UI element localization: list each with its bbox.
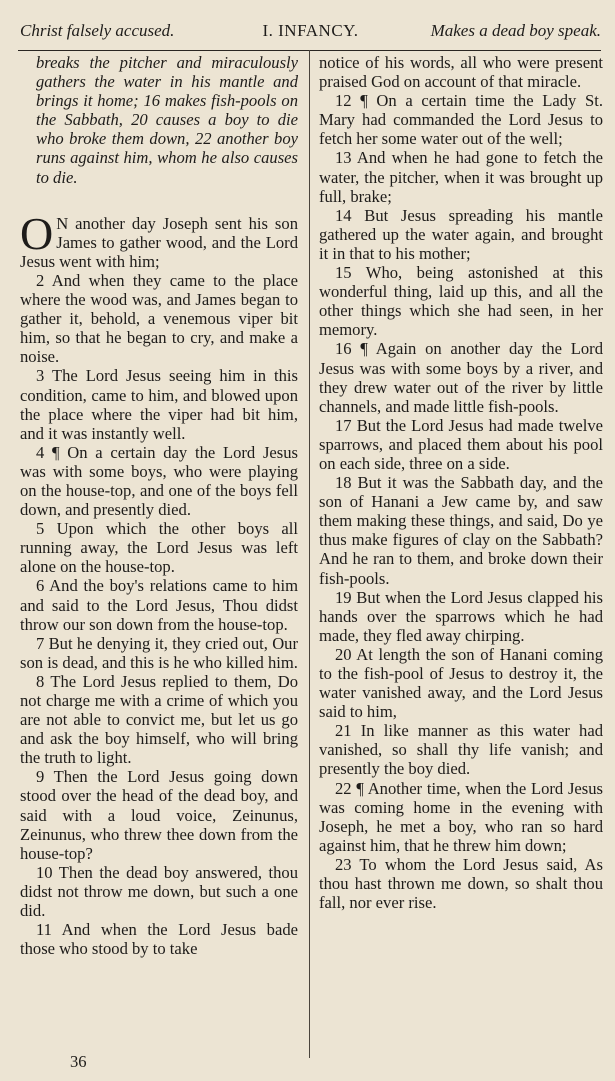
verse: 21 In like manner as this water had vanished, so shall thy life vanish; and presently the boy died. xyxy=(319,721,603,779)
verse: 9 Then the Lord Jesus going down stood over the head of the dead boy, and said with a loud voice, Zeinunus, Zeinunus, who threw thee down from the house-top? xyxy=(20,767,298,863)
header-left: Christ falsely accused. xyxy=(20,21,175,40)
verse: 18 But it was the Sabbath day, and the son of Hanani a Jew came by, and saw them making these things, and said, Do ye thus make figures of clay on the Sabbath? And he ran to them, and broke down their fish-pools. xyxy=(319,473,603,588)
verse: 13 And when he had gone to fetch the water, the pitcher, when it was brought up full, brake; xyxy=(319,148,603,206)
verse: 20 At length the son of Hanani coming to the fish-pool of Jesus to destroy it, the water vanished away, and the Lord Jesus said to him, xyxy=(319,644,603,722)
header-right: Makes a dead boy speak. xyxy=(430,21,601,40)
header-title: I. INFANCY. xyxy=(262,21,359,40)
verse-continuation: notice of his words, all who were present praised God on account of that miracle. xyxy=(319,53,603,92)
column-divider xyxy=(309,50,310,1058)
verse: 8 The Lord Jesus replied to them, Do not charge me with a crime of which you are not able to convict me, but let us go and ask the boy himself, who will bring the truth to light. xyxy=(20,671,298,768)
verse: 15 Who, being astonished at this wonderful thing, laid up this, and all the other things which she had seen, in her memory. xyxy=(319,263,603,340)
verse: 22 ¶ Another time, when the Lord Jesus was coming home in the evening with Joseph, he met a boy, who ran so hard against him, that he threw him down; xyxy=(319,778,603,855)
left-column xyxy=(20,53,298,958)
verse: 16 ¶ Again on another day the Lord Jesus was with some boys by a river, and they drew water out of the river by little channels, and made little fish-pools. xyxy=(319,339,603,416)
verse: 12 ¶ On a certain time the Lady St. Mary had commanded the Lord Jesus to fetch her some water out of the well; xyxy=(319,91,603,149)
chapter-summary: breaks the pitcher and miraculously gathers the water in his mantle and brings it home; 16 makes fish-pools on the Sabbath, 20 causes a boy to die who broke them down, 22 another boy runs against him, whom he also causes to die. xyxy=(36,53,298,187)
right-column xyxy=(319,53,603,912)
page-number: 36 xyxy=(70,1052,87,1071)
drop-cap: O xyxy=(20,207,54,259)
verse: 3 The Lord Jesus seeing him in this condition, came to him, and blowed upon the place where the viper had bit him, and it was instantly well. xyxy=(20,366,298,443)
verse: 5 Upon which the other boys all running away, the Lord Jesus was left alone on the house-top. xyxy=(20,519,298,577)
verse: 11 And when the Lord Jesus bade those who stood by to take xyxy=(20,920,298,959)
verse: 14 But Jesus spreading his mantle gathered up the water again, and brought it in that to his mother; xyxy=(319,205,603,263)
verse: 6 And the boy's relations came to him and said to the Lord Jesus, Thou didst throw our son down from the house-top. xyxy=(20,576,298,634)
verse: 23 To whom the Lord Jesus said, As thou hast thrown me down, so shalt thou fall, nor ever rise. xyxy=(319,854,603,913)
verse: 17 But the Lord Jesus had made twelve sparrows, and placed them about his pool on each side, three on a side. xyxy=(319,415,603,473)
running-header xyxy=(20,18,601,44)
opening-verse xyxy=(20,207,298,271)
verse: 19 But when the Lord Jesus clapped his hands over the sparrows which he had made, they fled away chirping. xyxy=(319,587,603,645)
verse: 7 But he denying it, they cried out, Our son is dead, and this is he who killed him. xyxy=(20,633,298,672)
verse: 10 Then the dead boy answered, thou didst not throw me down, but such a one did. xyxy=(20,862,298,921)
verse: 4 ¶ On a certain day the Lord Jesus was with some boys, who were playing on the house-top, and one of the boys fell down, and presently died. xyxy=(20,442,298,520)
opening-verse-text: N another day Joseph sent his son James to gather wood, and the Lord Jesus went with him; xyxy=(20,213,298,271)
verse: 2 And when they came to the place where the wood was, and James began to gather it, behold, a venemous viper bit him, so that he began to cry, and make a noise. xyxy=(20,270,298,367)
